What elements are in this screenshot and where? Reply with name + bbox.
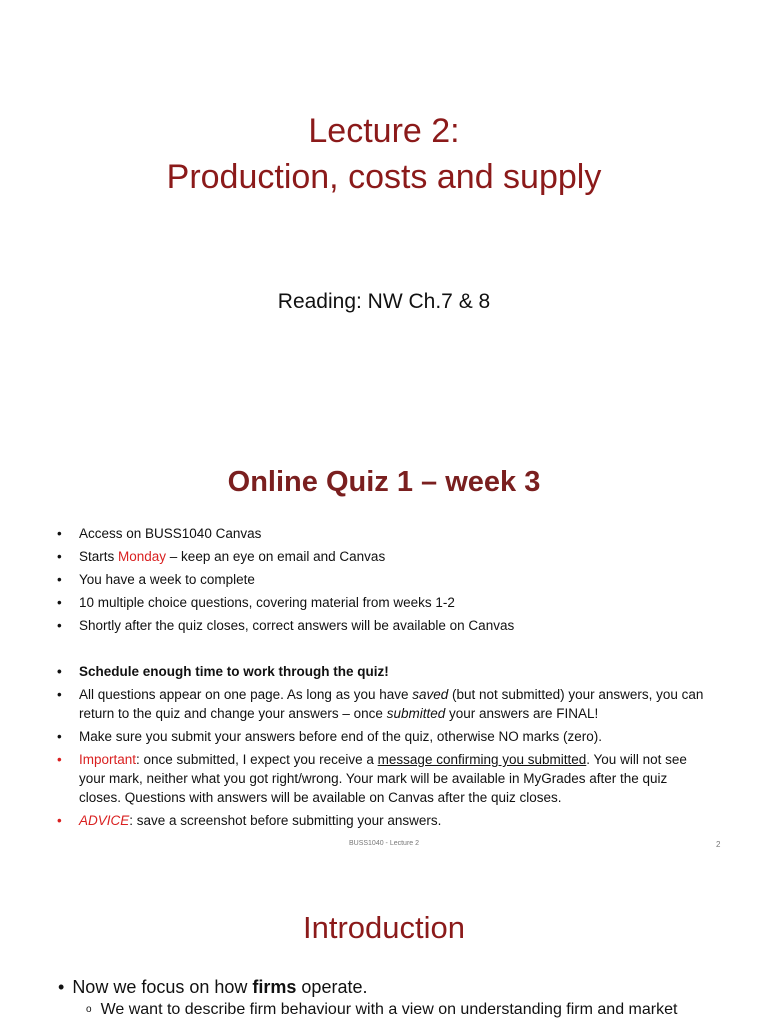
intro-bullet — [58, 977, 367, 998]
circle-bullet-icon: o — [86, 1004, 92, 1015]
underlined-phrase: message confirming you submitted — [377, 752, 587, 767]
text-segment: . You will not see your mark, neither what you got right/wrong. Your mark will be available in MyGrades after the quiz closes. Questions with answers will be available on Canvas after the quiz closes. — [79, 752, 687, 805]
text-segment: Now we focus on how — [72, 977, 253, 997]
text-segment: your answers are FINAL! — [445, 706, 599, 721]
lecture-title-line1: Lecture 2: — [308, 112, 460, 150]
quiz-rules-list — [57, 662, 707, 834]
lecture-title — [0, 108, 768, 200]
advice-label: ADVICE — [79, 813, 130, 828]
list-item — [57, 685, 707, 723]
list-item: • Access on BUSS1040 Canvas — [57, 524, 707, 543]
intro-sub-bullet — [86, 1001, 726, 1019]
list-item: • Schedule enough time to work through the quiz! — [57, 662, 707, 681]
introduction-title: Introduction — [303, 910, 465, 945]
important-label: Important — [79, 752, 137, 767]
list-item: • You have a week to complete — [57, 570, 707, 589]
slide-quiz — [0, 430, 768, 860]
text-segment: All questions appear on one page. As long as you have — [79, 687, 413, 702]
quiz-title: Online Quiz 1 – week 3 — [227, 466, 541, 498]
emph-saved: saved — [412, 687, 449, 702]
list-item: • Make sure you submit your answers before end of the quiz, otherwise NO marks (zero). — [57, 727, 707, 746]
list-item: • 10 multiple choice questions, covering material from weeks 1-2 — [57, 593, 707, 612]
reading-text: Reading: NW Ch.7 & 8 — [277, 290, 491, 313]
lecture-title-line2: Production, costs and supply — [166, 158, 602, 196]
slide-footer: BUSS1040 - Lecture 2 — [348, 840, 420, 847]
list-item — [57, 750, 707, 807]
text-segment: operate. — [296, 977, 368, 997]
quiz-info-list — [57, 524, 707, 639]
text-segment: (but not submitted) your answers, you can return to the quiz and change your answers – once — [79, 687, 704, 721]
text-segment: Starts — [79, 549, 119, 564]
text-segment: We want to describe firm behaviour with a view on understanding firm and market — [100, 1001, 678, 1018]
page-number: 2 — [716, 840, 721, 849]
text-segment: : once submitted, I expect you receive a — [136, 752, 378, 767]
emph-firms: firms — [252, 977, 297, 997]
slide-title — [0, 0, 768, 430]
bullet-dot-icon: • — [58, 977, 65, 997]
text-segment: : save a screenshot before submitting your answers. — [129, 813, 442, 828]
list-item — [57, 811, 707, 830]
list-item — [57, 547, 707, 566]
highlight-monday: Monday — [118, 549, 167, 564]
text-segment: – keep an eye on email and Canvas — [166, 549, 386, 564]
emph-submitted: submitted — [386, 706, 446, 721]
list-item: • Shortly after the quiz closes, correct answers will be available on Canvas — [57, 616, 707, 635]
slide-introduction — [0, 860, 768, 1024]
